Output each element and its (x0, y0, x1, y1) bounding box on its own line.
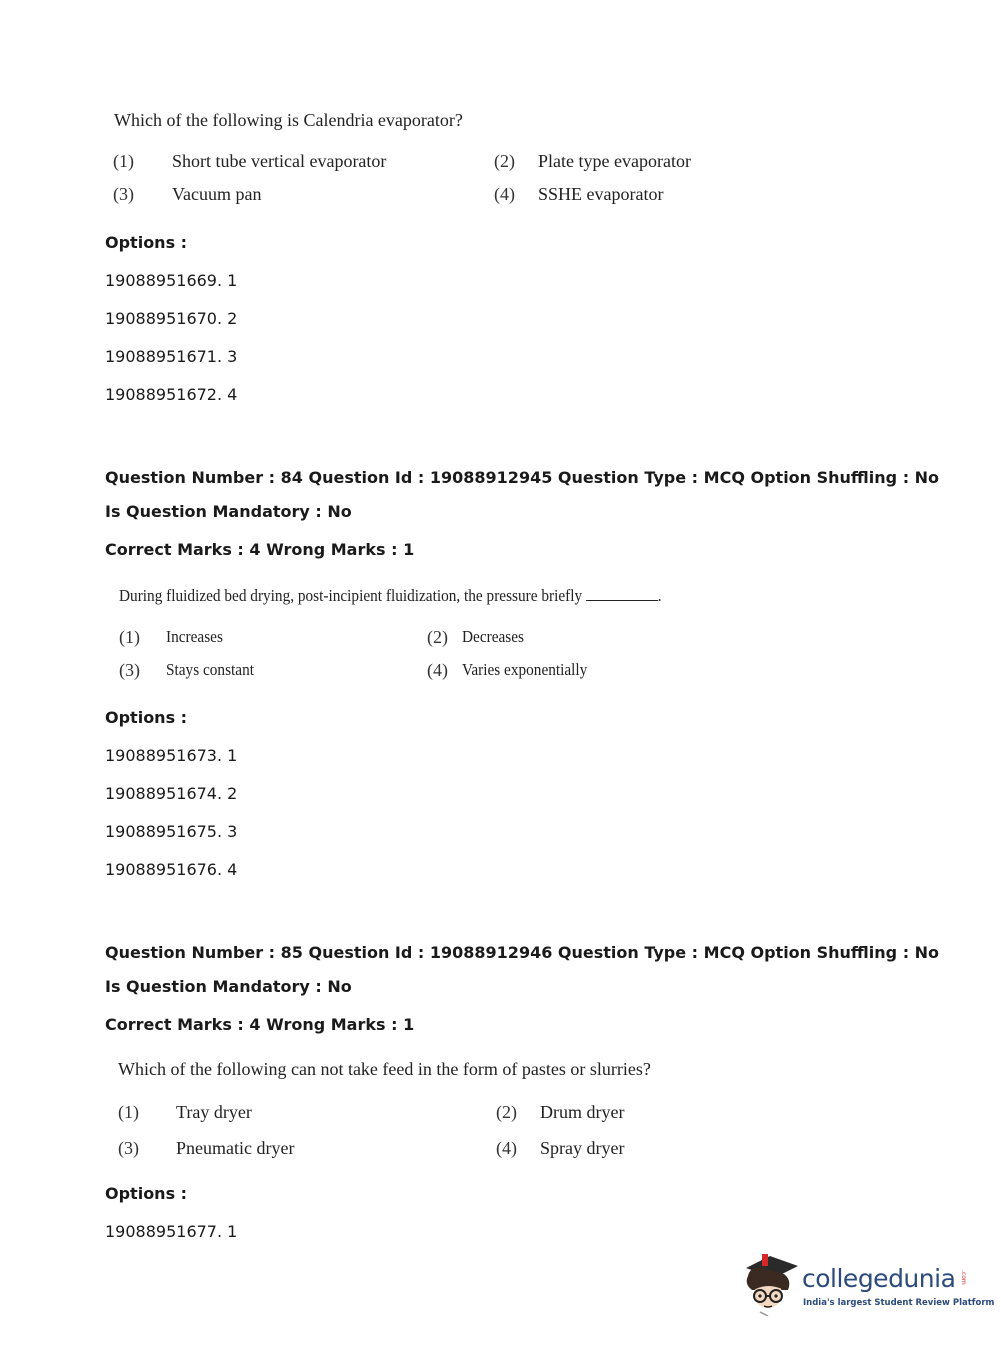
q85-mandatory: Is Question Mandatory : No (105, 977, 352, 996)
q85-choice-4-num: (4) (496, 1138, 517, 1158)
q84-question-text: During fluidized bed drying, post-incipient fluidization, the pressure briefly (119, 586, 583, 605)
q85-choice-2-num: (2) (496, 1102, 517, 1122)
q84-option-1: 19088951673. 1 (105, 746, 238, 765)
q84-choice-2-num: (2) (427, 627, 448, 647)
q84-header: Question Number : 84 Question Id : 19088912945 Question Type : MCQ Option Shuffling : No (105, 468, 940, 487)
q84-option-2: 19088951674. 2 (105, 784, 238, 803)
q83-choice-3-text: Vacuum pan (172, 184, 262, 204)
q85-options-label: Options : (105, 1184, 188, 1203)
q83-option-3: 19088951671. 3 (105, 347, 238, 366)
q83-choice-1-num: (1) (113, 151, 134, 171)
mascot-icon (740, 1250, 802, 1316)
q84-choice-2-text: Decreases (462, 627, 525, 646)
q84-choice-4-text: Varies exponentially (462, 660, 588, 679)
q85-choice-3-num: (3) (118, 1138, 139, 1158)
q83-choice-2-text: Plate type evaporator (538, 151, 691, 171)
q84-marks: Correct Marks : 4 Wrong Marks : 1 (105, 540, 415, 559)
q85-choice-1-num: (1) (118, 1102, 139, 1122)
q83-choice-4-num: (4) (494, 184, 515, 204)
q84-choice-1-num: (1) (119, 627, 140, 647)
q84-choice-3-text: Stays constant (166, 660, 254, 679)
q84-choice-4-num: (4) (427, 660, 448, 680)
answer-blank (586, 586, 658, 601)
q84-option-3: 19088951675. 3 (105, 822, 238, 841)
q84-mandatory: Is Question Mandatory : No (105, 502, 352, 521)
q85-choice-3-text: Pneumatic dryer (176, 1138, 295, 1158)
q85-choice-1-text: Tray dryer (176, 1102, 252, 1122)
q83-question-text: Which of the following is Calendria evaporator? (114, 110, 463, 130)
q84-option-4: 19088951676. 4 (105, 860, 238, 879)
q85-marks: Correct Marks : 4 Wrong Marks : 1 (105, 1015, 415, 1034)
logo-name: collegedunia (802, 1264, 956, 1293)
q84-options-label: Options : (105, 708, 188, 727)
q85-option-1: 19088951677. 1 (105, 1222, 238, 1241)
q84-question (119, 586, 662, 606)
q85-choice-2-text: Drum dryer (540, 1102, 625, 1122)
q83-option-2: 19088951670. 2 (105, 309, 238, 328)
q83-choice-2-num: (2) (494, 151, 515, 171)
logo-tagline: India's largest Student Review Platform (803, 1298, 995, 1308)
logo-com: .com (960, 1270, 967, 1285)
q85-header: Question Number : 85 Question Id : 19088912946 Question Type : MCQ Option Shuffling : No (105, 943, 940, 962)
q85-choice-4-text: Spray dryer (540, 1138, 625, 1158)
collegedunia-logo (740, 1250, 995, 1316)
q84-choice-1-text: Increases (166, 627, 223, 646)
q84-choice-3-num: (3) (119, 660, 140, 680)
q83-choice-4-text: SSHE evaporator (538, 184, 664, 204)
q83-choice-3-num: (3) (113, 184, 134, 204)
q83-options-label: Options : (105, 233, 188, 252)
q83-option-1: 19088951669. 1 (105, 271, 238, 290)
q83-option-4: 19088951672. 4 (105, 385, 238, 404)
q83-choice-1-text: Short tube vertical evaporator (172, 151, 387, 171)
q85-question-text: Which of the following can not take feed in the form of pastes or slurries? (118, 1059, 651, 1079)
q84-question-end: . (657, 586, 662, 605)
